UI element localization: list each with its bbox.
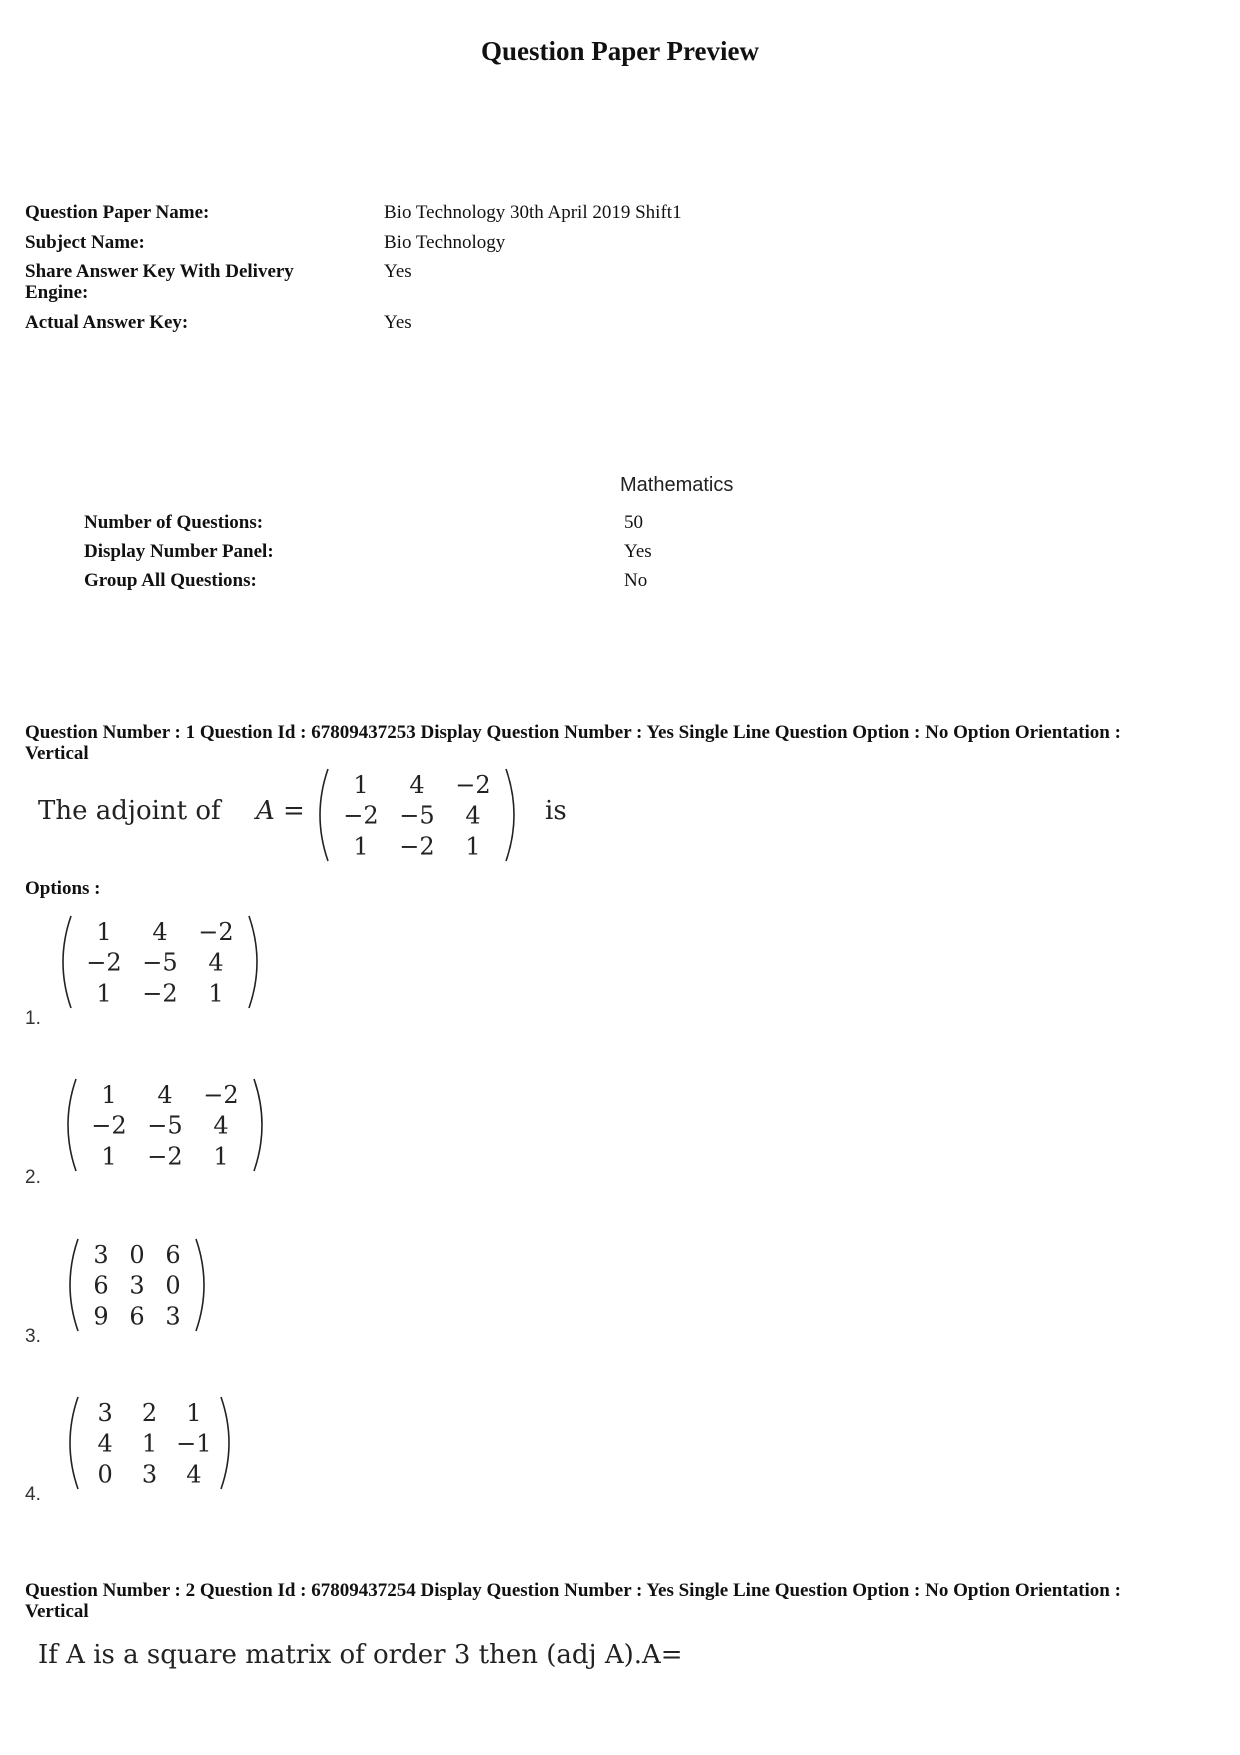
- matrix-cell: 1: [208, 979, 224, 1008]
- option-2-number: 2.: [25, 1167, 41, 1188]
- group-all-questions-label: Group All Questions:: [84, 570, 257, 591]
- matrix-right-paren: [196, 1239, 204, 1331]
- matrix-cell: 4: [213, 1111, 229, 1140]
- matrix-cell: 1: [353, 832, 369, 861]
- section-name: Mathematics: [620, 474, 734, 496]
- matrix-cell: −1: [176, 1429, 212, 1458]
- option-3-matrix[interactable]: [62, 1235, 212, 1340]
- matrix-cell: 3: [129, 1271, 145, 1300]
- matrix-cell: 6: [93, 1271, 109, 1300]
- number-of-questions-value: 50: [624, 512, 643, 533]
- matrix-cell: 4: [465, 801, 481, 830]
- question-1-text-before: The adjoint of: [38, 796, 221, 826]
- matrix-cell: −2: [147, 1142, 183, 1171]
- matrix-right-paren: [249, 916, 257, 1008]
- option-1-matrix[interactable]: [55, 912, 265, 1017]
- matrix-cell: 1: [101, 1142, 117, 1171]
- paper-name-label: Question Paper Name:: [25, 202, 210, 223]
- actual-answer-key-label: Actual Answer Key:: [25, 312, 189, 333]
- matrix-cell: −2: [91, 1111, 127, 1140]
- matrix-cell: 3: [97, 1398, 113, 1427]
- option-4-matrix[interactable]: [62, 1393, 237, 1498]
- question-2-text: If A is a square matrix of order 3 then (adj A).A=: [38, 1640, 683, 1670]
- matrix-cell: 3: [165, 1302, 181, 1331]
- paper-name-value: Bio Technology 30th April 2019 Shift1: [384, 202, 682, 223]
- matrix-cell: 0: [165, 1271, 181, 1300]
- number-of-questions-label: Number of Questions:: [84, 512, 264, 533]
- option-2-matrix[interactable]: [60, 1075, 270, 1180]
- share-answer-key-label: Share Answer Key With Delivery Engine:: [25, 261, 294, 303]
- actual-answer-key-value: Yes: [384, 312, 412, 333]
- matrix-cell: 3: [93, 1240, 109, 1269]
- matrix-cell: 4: [152, 917, 168, 946]
- matrix-cell: 4: [97, 1429, 113, 1458]
- matrix-cell: 4: [409, 770, 425, 799]
- matrix-cell: 9: [93, 1302, 109, 1331]
- matrix-cell: 0: [97, 1460, 113, 1489]
- matrix-cell: −2: [203, 1080, 239, 1109]
- matrix-cell: 1: [213, 1142, 229, 1171]
- question-1-meta: Question Number : 1 Question Id : 67809437253 Display Question Number : Yes Single Line Question Option : No Option Orientation : Vertical: [25, 722, 1121, 764]
- matrix-cell: −5: [399, 801, 435, 830]
- question-1-matrix: [312, 765, 522, 870]
- options-label: Options :: [25, 878, 101, 899]
- matrix-cell: 6: [129, 1302, 145, 1331]
- matrix-left-paren: [70, 1239, 78, 1331]
- matrix-cell: 4: [157, 1080, 173, 1109]
- display-number-panel-label: Display Number Panel:: [84, 541, 274, 562]
- matrix-left-paren: [63, 916, 71, 1008]
- matrix-cell: −2: [343, 801, 379, 830]
- option-1-number: 1.: [25, 1008, 41, 1029]
- group-all-questions-value: No: [624, 570, 648, 591]
- matrix-cell: 3: [141, 1460, 158, 1489]
- subject-name-label: Subject Name:: [25, 232, 145, 253]
- matrix-cell: −2: [198, 917, 234, 946]
- question-1-variable: A =: [256, 796, 305, 826]
- matrix-left-paren: [320, 769, 328, 861]
- matrix-cell: 1: [141, 1429, 158, 1458]
- matrix-right-paren: [221, 1397, 229, 1489]
- display-number-panel-value: Yes: [624, 541, 652, 562]
- page-title: Question Paper Preview: [481, 36, 759, 66]
- matrix-left-paren: [68, 1079, 76, 1171]
- matrix-cell: −5: [147, 1111, 183, 1140]
- matrix-right-paren: [254, 1079, 262, 1171]
- matrix-cell: 1: [353, 770, 369, 799]
- subject-name-value: Bio Technology: [384, 232, 506, 253]
- matrix-cell: −2: [142, 979, 178, 1008]
- question-2-meta: Question Number : 2 Question Id : 67809437254 Display Question Number : Yes Single Line Question Option : No Option Orientation : Vertical: [25, 1580, 1121, 1622]
- matrix-cell: 1: [96, 917, 112, 946]
- matrix-left-paren: [70, 1397, 78, 1489]
- matrix-cell: 4: [208, 948, 224, 977]
- matrix-cell: 1: [465, 832, 481, 861]
- matrix-cell: 1: [186, 1398, 202, 1427]
- matrix-cell: −2: [455, 770, 491, 799]
- matrix-cell: −2: [86, 948, 122, 977]
- matrix-cell: 1: [101, 1080, 117, 1109]
- option-4-number: 4.: [25, 1484, 41, 1505]
- matrix-cell: −2: [399, 832, 435, 861]
- matrix-cell: −5: [142, 948, 178, 977]
- question-1-text-after: is: [545, 796, 567, 826]
- matrix-right-paren: [506, 769, 514, 861]
- share-answer-key-value: Yes: [384, 261, 412, 282]
- matrix-cell: 6: [165, 1240, 181, 1269]
- matrix-cell: 4: [186, 1460, 202, 1489]
- matrix-cell: 2: [141, 1398, 158, 1427]
- matrix-cell: 1: [96, 979, 112, 1008]
- matrix-cell: 0: [129, 1240, 145, 1269]
- option-3-number: 3.: [25, 1326, 41, 1347]
